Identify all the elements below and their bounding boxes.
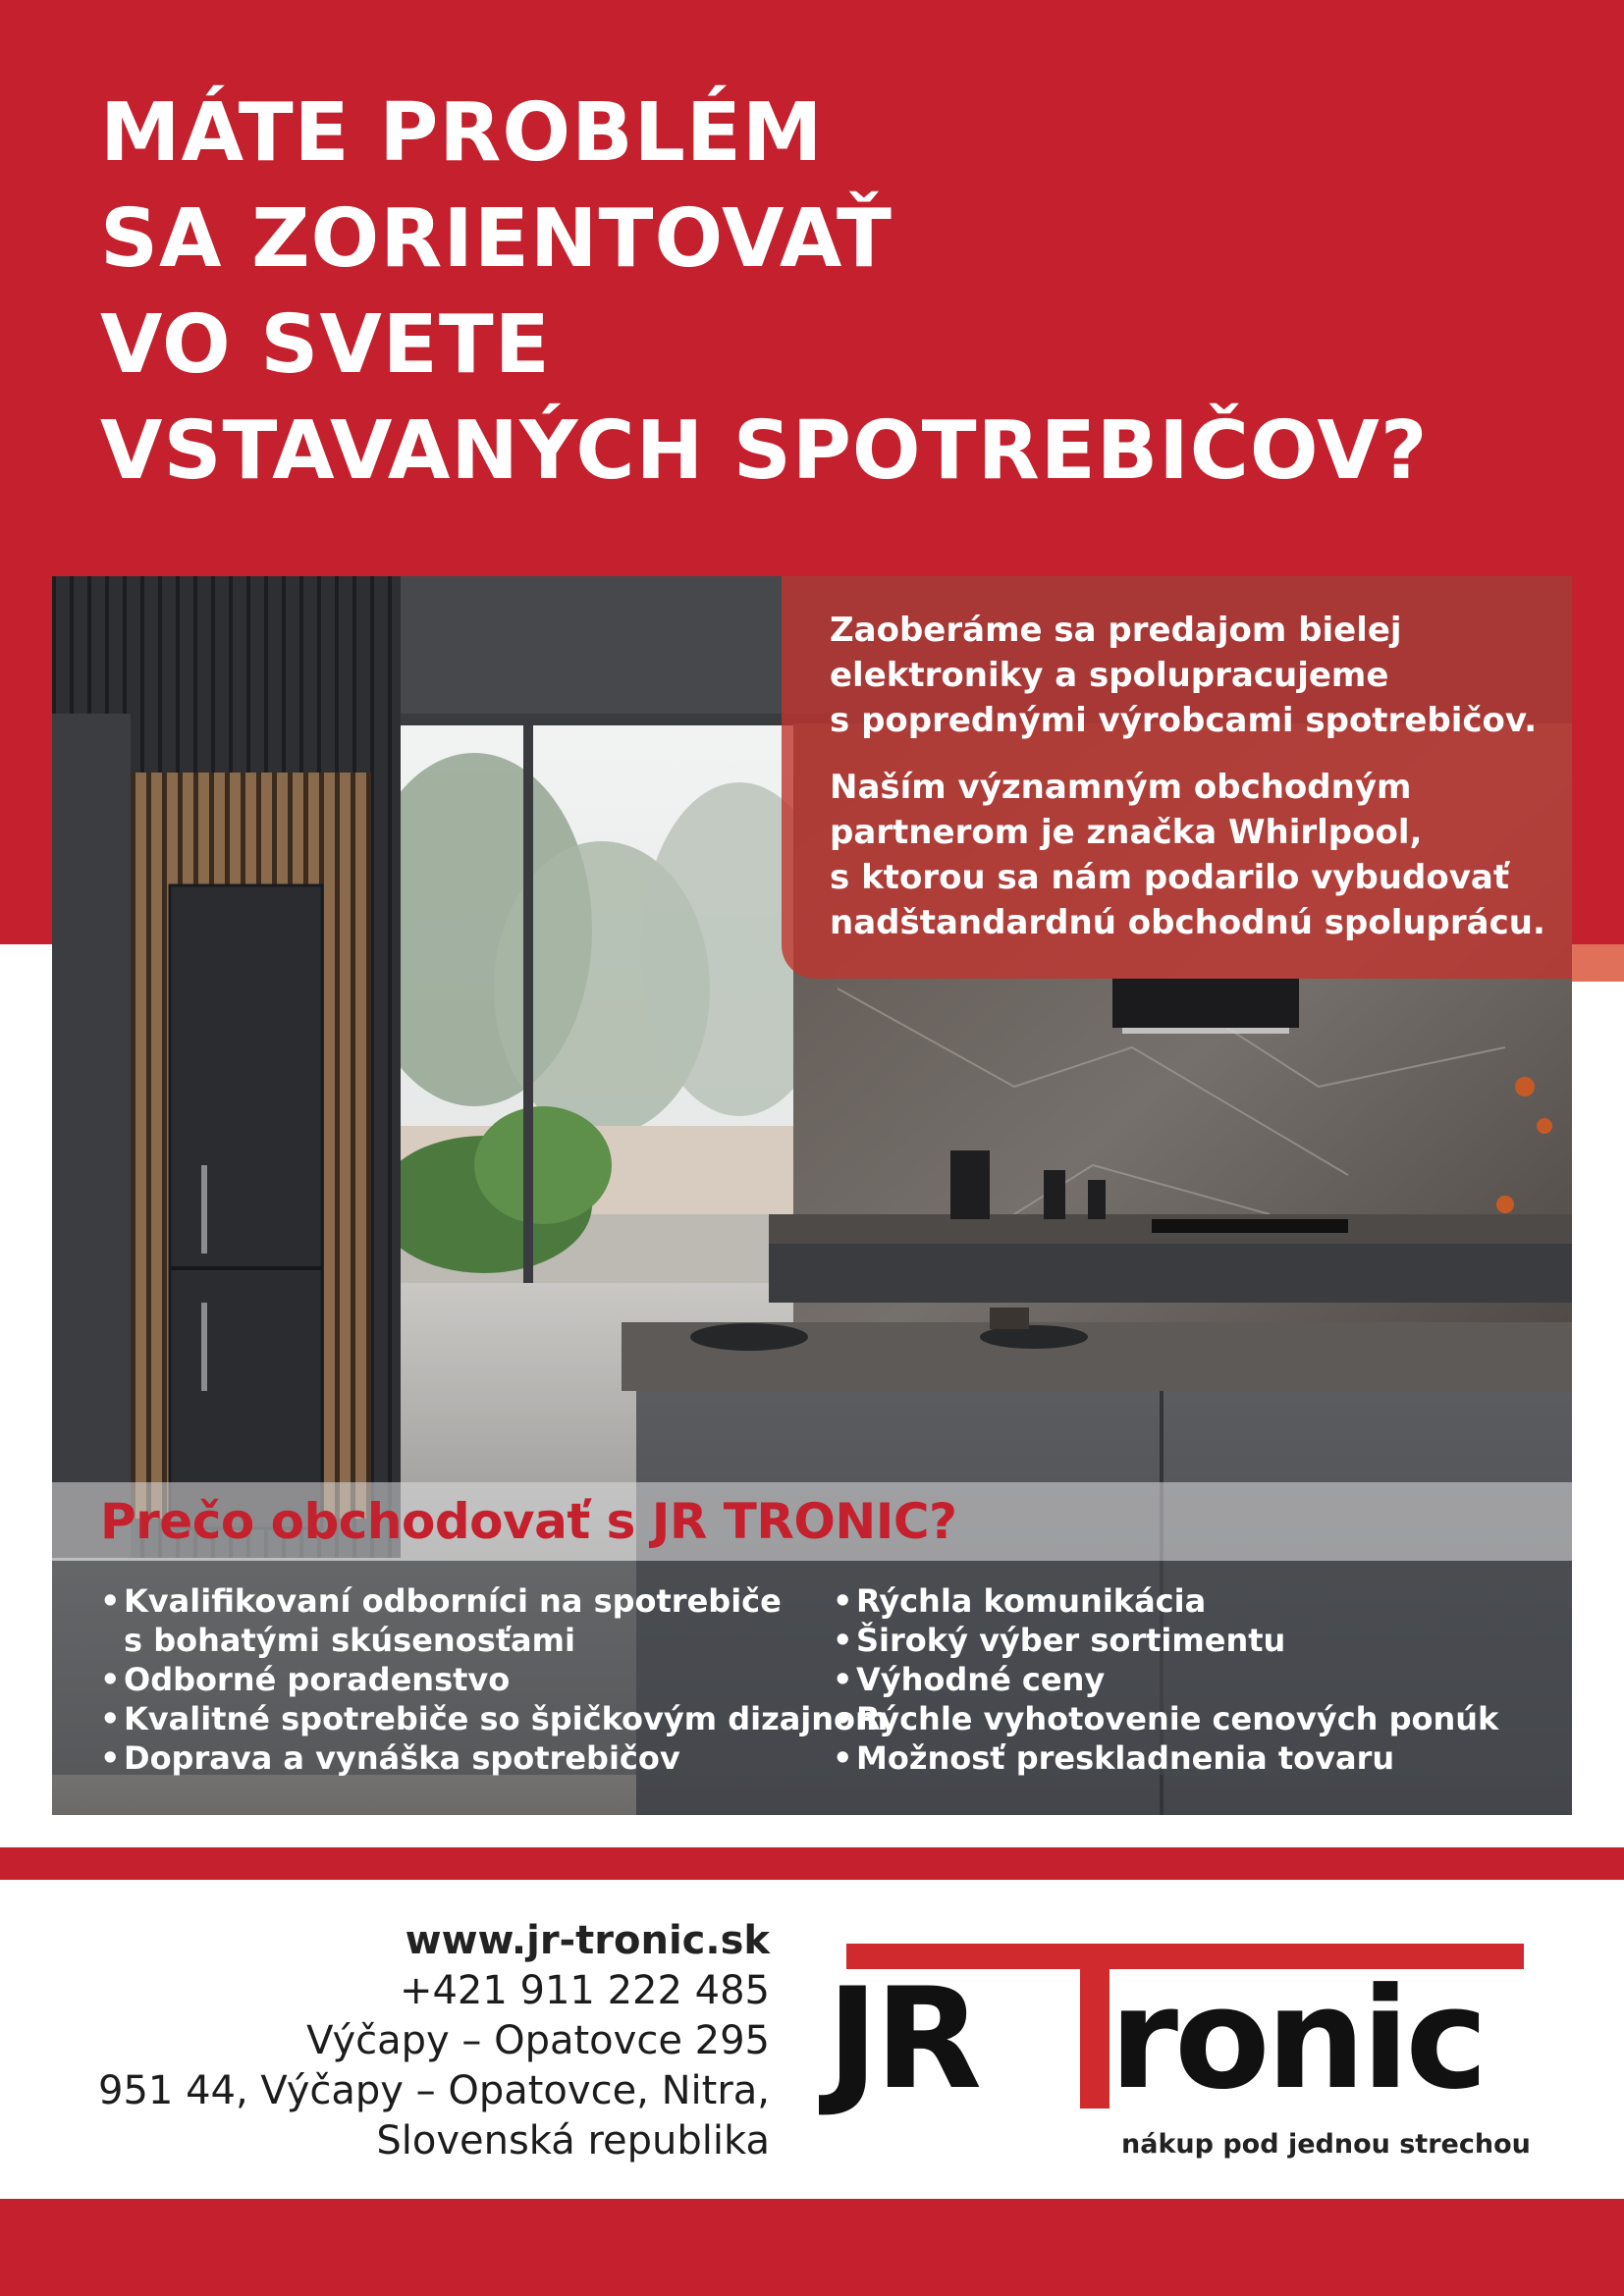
benefit-item: • Rýchle vyhotovenie cenových ponúk	[833, 1699, 1540, 1738]
headline-line-1: MÁTE PROBLÉM	[100, 86, 824, 180]
address-country: Slovenská republika	[376, 2118, 770, 2163]
address-line-2: 951 44, Výčapy – Opatovce, Nitra,	[98, 2068, 770, 2113]
intro-text	[830, 608, 1546, 967]
logo-tagline: nákup pod jednou strechou	[1121, 2129, 1531, 2160]
logo-text-jr: JR	[827, 1958, 979, 2120]
benefit-item-continuation	[100, 1621, 807, 1660]
benefit-item: • Kvalitné spotrebiče so špičkovým dizajnom	[100, 1699, 807, 1738]
benefit-item: • Možnosť preskladnenia tovaru	[833, 1738, 1540, 1778]
intro-line: partnerom je značka Whirlpool,	[830, 813, 1423, 852]
intro-line: s poprednými výrobcami spotrebičov.	[830, 701, 1538, 740]
intro-line: nadštandardnú obchodnú spoluprácu.	[830, 903, 1545, 942]
benefit-item: • Rýchla komunikácia	[833, 1581, 1540, 1621]
logo-text-ronic: ronic	[1110, 1958, 1485, 2120]
jr-tronic-logo	[827, 1930, 1534, 2165]
headline-line-3: VO SVETE	[100, 298, 551, 392]
intro-line: s ktorou sa nám podarilo vybudovať	[830, 858, 1510, 897]
benefit-item: • Doprava a vynáška spotrebičov	[100, 1738, 807, 1778]
benefit-item: • Kvalifikovaní odborníci na spotrebiče	[100, 1581, 807, 1621]
phone-number[interactable]: +421 911 222 485	[399, 1968, 770, 2013]
why-title: Prečo obchodovať s JR TRONIC?	[100, 1493, 957, 1550]
address-line-1: Výčapy – Opatovce 295	[306, 2018, 770, 2063]
website-link[interactable]: www.jr-tronic.sk	[405, 1918, 770, 1963]
intro-paragraph-1	[830, 608, 1546, 743]
benefits-right-column	[833, 1581, 1540, 1778]
red-accent-sliver	[1572, 944, 1624, 982]
intro-line: Naším významným obchodným	[830, 768, 1412, 807]
intro-paragraph-2	[830, 765, 1546, 945]
logo-t-stem	[1080, 1944, 1110, 2109]
benefit-item: • Široký výber sortimentu	[833, 1621, 1540, 1660]
benefit-item: • Odborné poradenstvo	[100, 1660, 807, 1699]
footer-red-stripe-bottom	[0, 2199, 1624, 2296]
benefits-left-column	[100, 1581, 889, 1778]
footer-red-stripe-top	[0, 1847, 1624, 1880]
headline-line-2: SA ZORIENTOVAŤ	[100, 192, 893, 286]
intro-line: Zaoberáme sa predajom bielej	[830, 611, 1402, 650]
benefit-continuation-text: s bohatými skúsenosťami	[124, 1622, 575, 1659]
benefit-item: • Výhodné ceny	[833, 1660, 1540, 1699]
headline-line-4: VSTAVANÝCH SPOTREBIČOV?	[100, 404, 1429, 498]
intro-line: elektroniky a spolupracujeme	[830, 656, 1389, 695]
contact-block	[98, 1916, 770, 2166]
headline	[100, 80, 1475, 505]
